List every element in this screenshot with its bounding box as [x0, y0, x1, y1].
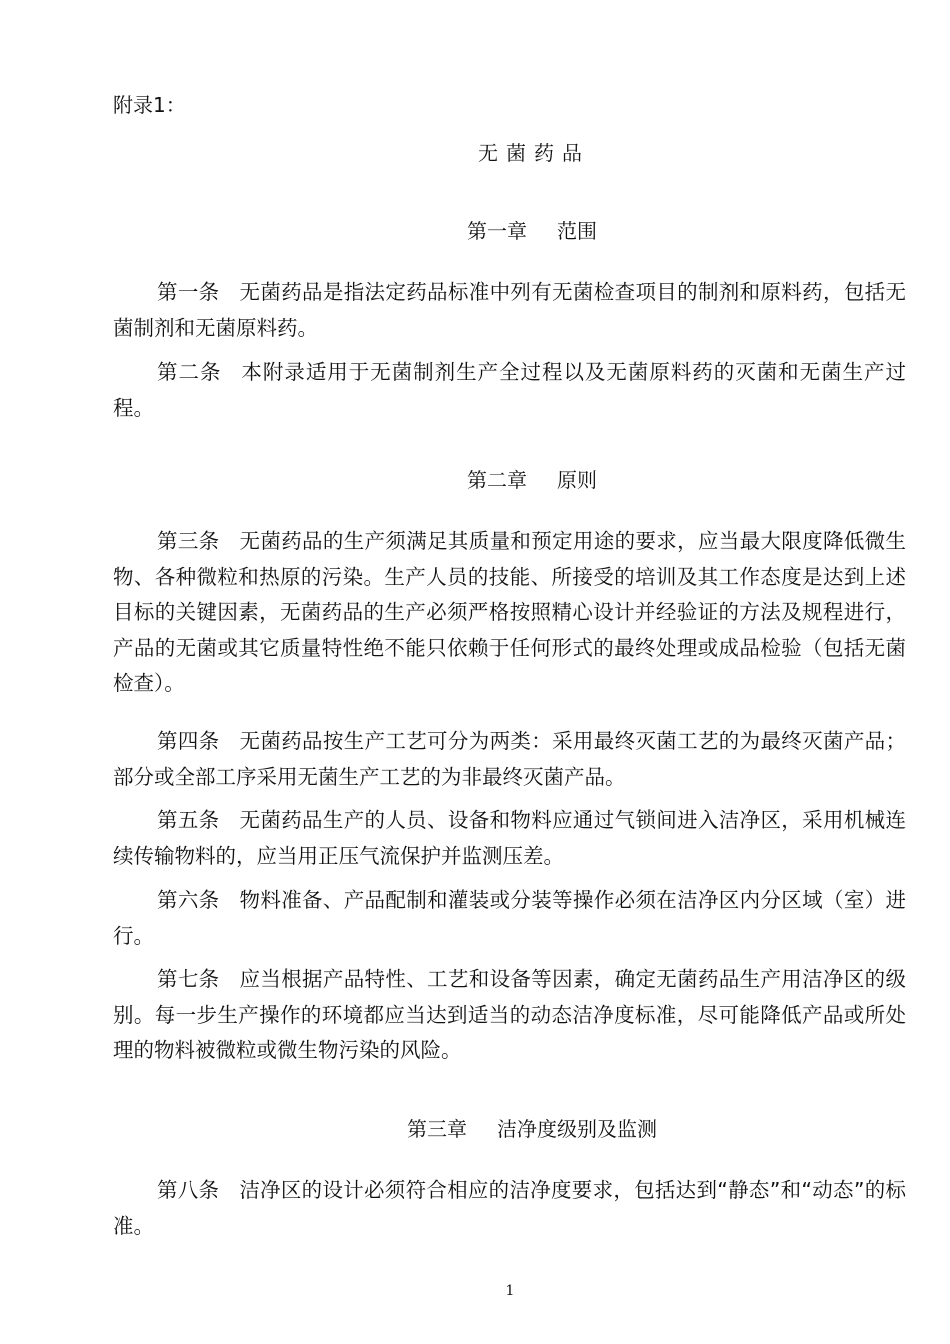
- chapter-name: 范围: [557, 219, 597, 243]
- article: [113, 724, 906, 795]
- article: [113, 275, 906, 346]
- article-number: 第五条: [157, 808, 220, 832]
- article-text: 物料准备、产品配制和灌装或分装等操作必须在洁净区内分区域（室）进行。: [113, 888, 906, 948]
- article-text: 应当根据产品特性、工艺和设备等因素，确定无菌药品生产用洁净区的级别。每一步生产操作的环境都应当达到适当的动态洁净度标准，尽可能降低产品或所处理的物料被微粒或微生物污染的风险。: [113, 967, 906, 1062]
- article-text: 本附录适用于无菌制剂生产全过程以及无菌原料药的灭菌和无菌生产过程。: [113, 360, 907, 420]
- article: [113, 355, 906, 426]
- appendix-label: 附录1：: [113, 93, 186, 117]
- chapter-heading: [0, 1113, 950, 1145]
- page-number: 1: [505, 1283, 515, 1299]
- chapter-name: 原则: [557, 468, 597, 492]
- article-text: 无菌药品的生产须满足其质量和预定用途的要求，应当最大限度降低微生物、各种微粒和热原的污染。生产人员的技能、所接受的培训及其工作态度是达到上述目标的关键因素，无菌药品的生产必须严格按照精心设计并经验证的方法及规程进行，产品的无菌或其它质量特性绝不能只依赖于任何形式的最终处理或成品检验（包括无菌检查）。: [113, 529, 906, 695]
- article-number: 第八条: [157, 1178, 220, 1202]
- chapter-name: 洁净度级别及监测: [497, 1117, 657, 1141]
- chapter-number: 第二章: [467, 468, 527, 492]
- article: [113, 803, 906, 874]
- article: [113, 1173, 906, 1244]
- article-text: 无菌药品生产的人员、设备和物料应通过气锁间进入洁净区，采用机械连续传输物料的，应当用正压气流保护并监测压差。: [113, 808, 906, 868]
- article: [113, 524, 906, 702]
- document-title: 无菌药品: [478, 141, 590, 165]
- article-number: 第一条: [157, 280, 220, 304]
- article: [113, 962, 906, 1069]
- article-text: 洁净区的设计必须符合相应的洁净度要求，包括达到“静态”和“动态”的标准。: [113, 1178, 907, 1238]
- article-number: 第四条: [157, 729, 220, 753]
- chapter-heading: [0, 464, 950, 496]
- chapter-number: 第三章: [407, 1117, 467, 1141]
- article: [113, 883, 906, 954]
- article-number: 第七条: [157, 967, 220, 991]
- article-number: 第六条: [157, 888, 220, 912]
- chapter-heading: [0, 215, 950, 247]
- chapter-number: 第一章: [467, 219, 527, 243]
- article-number: 第二条: [157, 360, 222, 384]
- article-number: 第三条: [157, 529, 220, 553]
- article-text: 无菌药品是指法定药品标准中列有无菌检查项目的制剂和原料药，包括无菌制剂和无菌原料药。: [113, 280, 906, 340]
- article-text: 无菌药品按生产工艺可分为两类：采用最终灭菌工艺的为最终灭菌产品；部分或全部工序采用无菌生产工艺的为非最终灭菌产品。: [113, 729, 906, 789]
